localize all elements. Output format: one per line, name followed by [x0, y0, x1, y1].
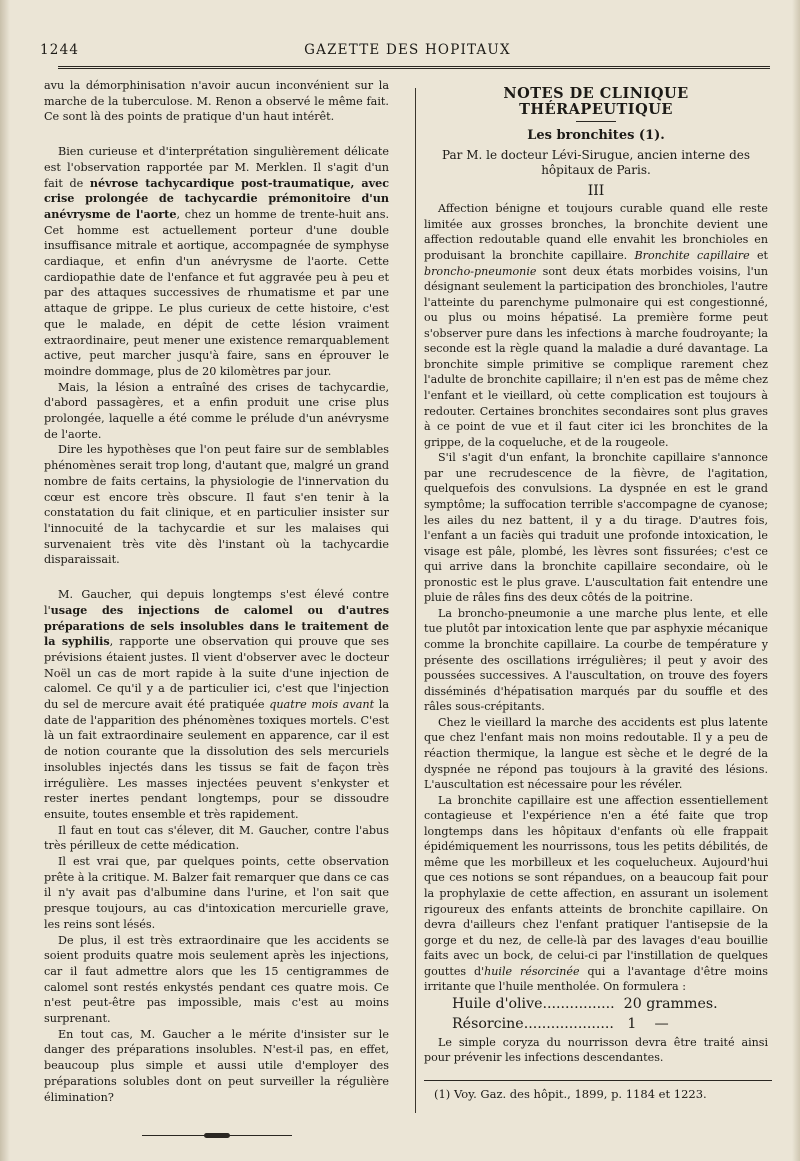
- paragraph: La bronchite capillaire est une affection essentiellement contagieuse et l'expérience n'en a été faite que trop longtemps dans les hôpitaux d'enfants où elle frappait épidémiquement les nourrissons, tous les petits débilités, de même que les morbilleux et les coquelucheux. Aujourd'hui que ces notions se sont répandues, on a beaucoup fait pour la prophylaxie de cette affection, en assurant un isolement rigoureux des enfants atteints de bronchite capillaire. On devra d'ailleurs chez l'enfant pratiquer l'antisepsie de la gorge et du nez, de celle-là par des lavages d'eau bouillie faits avec un bock, de celui-ci par l'instillation de quelques gouttes d'huile résorcinée qui a l'avantage d'être moins irritante que l'huile mentholée. On formulera :: [424, 793, 768, 994]
- section-title: NOTES DE CLINIQUE THÉRAPEUTIQUE: [503, 85, 689, 118]
- footnote-rule: [424, 1080, 772, 1081]
- prescription: [424, 995, 768, 1035]
- article-title: Les bronchites (1).: [527, 128, 665, 144]
- journal-title: GAZETTE DES HOPITAUX: [304, 42, 511, 58]
- paragraph: avu la démorphinisation n'avoir aucun inconvénient sur la marche de la tuberculose. M. Renon a observé le même fait. Ce sont là des points de pratique d'un haut intérêt.: [44, 79, 389, 124]
- left-column: [44, 78, 389, 1136]
- paragraph: S'il s'agit d'un enfant, la bronchite capillaire s'annonce par une recrudescence de la fièvre, de l'agitation, quelquefois des convulsions. La dyspnée en est le grand symptôme; la suffocation terrible s'accompagne de cyanose; les ailes du nez battent, il y a du tirage. D'autres fois, l'enfant a un faciès qui traduit une profonde intoxication, le visage est pâle, plombé, les lèvres sont fissurées; c'est ce qui arrive dans la bronchite capillaire secondaire, où le pronostic est le plus grave. L'auscultation fait entendre une pluie de râles fins des deux côtés de la poitrine.: [424, 451, 768, 605]
- paragraph: Chez le vieillard la marche des accidents est plus latente que chez l'enfant mais non moins redoutable. Il y a peu de réaction thermique, la langue est sèche et le degré de la dyspnée ne répond pas toujours à la gravité des lésions. L'auscultation est nécessaire pour les révéler.: [424, 715, 768, 792]
- page-number: 1244: [40, 42, 80, 58]
- column-divider: [415, 88, 416, 1113]
- prescription-line: Huile d'olive................ 20 grammes.: [452, 995, 718, 1012]
- end-ornament: [142, 1135, 292, 1136]
- bold-phrase: usage des injections de calomel ou d'autres préparations de sels insolubles dans le traitement de la syphilis: [44, 602, 389, 649]
- paragraph: Il faut en tout cas s'élever, dit M. Gaucher, contre l'abus très périlleux de cette médication.: [44, 823, 389, 853]
- italic-phrase: Bronchite capillaire: [634, 248, 750, 262]
- italic-phrase: huile résorcinée: [484, 964, 580, 978]
- paragraph: La broncho-pneumonie a une marche plus lente, et elle tue plutôt par intoxication lente que par asphyxie mécanique comme la bronchite capillaire. La courbe de température y présente des oscillations irrégulières; il peut y avoir des poussées successives. A l'auscultation, on trouve des foyers disséminés d'hépatisation marqués par du souffle et des râles sous-crépitants.: [424, 606, 768, 714]
- paragraph: En tout cas, M. Gaucher a le mérite d'insister sur le danger des préparations insolubles. N'est-il pas, en effet, beaucoup plus simple et aussi utile d'employer des préparations solubles dont on peut surveiller la régulière élimination?: [44, 1027, 389, 1104]
- paragraph: Bien curieuse et d'interprétation singulièrement délicate est l'observation rapportée par M. Merklen. Il s'agit d'un fait de névrose tachycardique post-traumatique, avec crise prolongée de tachycardie prémonitoire d'un anévrysme de l'aorte, chez un homme de trente-huit ans. Cet homme est actuellement porteur d'une double insuffisance mitrale et aortique, accompagnée de symphyse cardiaque, et enfin d'un anévrysme de l'aorte. Cette cardiopathie date de l'enfance et fut aggravée peu à peu et par des attaques successives de rhumatisme et par une attaque de grippe. Le plus curieux de cette histoire, c'est que le malade, en dépit de cette lésion vraiment extraordinaire, peut mener une existence remarquablement active, peut marcher jusqu'à faire, sans en éprouver le moindre dommage, plus de 20 kilomètres par jour.: [44, 145, 390, 378]
- page-binding-shadow: [0, 0, 10, 1161]
- paragraph: Le simple coryza du nourrisson devra être traité ainsi pour prévenir les infections descendantes.: [424, 1035, 768, 1065]
- paragraph: Il est vrai que, par quelques points, cette observation prête à la critique. M. Balzer fait remarquer que dans ce cas il n'y avait pas d'albumine dans l'urine, et l'on sait que presque toujours, au cas d'intoxication mercurielle grave, les reins sont lésés.: [44, 855, 389, 931]
- bold-phrase: névrose tachycardique post-traumatique, avec crise prolongée de tachycardie prémonitoire d'un anévrysme de l'aorte: [44, 175, 390, 221]
- paragraph: Mais, la lésion a entraîné des crises de tachycardie, d'abord passagères, et a enfin produit une crise plus prolongée, laquelle a été comme le prélude d'un anévrysme de l'aorte.: [44, 380, 389, 441]
- italic-phrase: broncho-pneumonie: [424, 264, 537, 278]
- right-column: [424, 86, 768, 1102]
- header-rule: [58, 66, 770, 69]
- prescription-line: Résorcine.................... 1 —: [452, 1015, 669, 1032]
- running-header: [40, 42, 775, 62]
- byline: Par M. le docteur Lévi-Sirugue, ancien interne des hôpitaux de Paris.: [441, 147, 751, 177]
- footnote: (1) Voy. Gaz. des hôpit., 1899, p. 1184 et 1223.: [434, 1086, 707, 1101]
- page-edge-shadow: [792, 0, 800, 1161]
- paragraph: Dire les hypothèses que l'on peut faire sur de semblables phénomènes serait trop long, d'autant que, malgré un grand nombre de faits certains, la physiologie de l'innervation du cœur est encore très obscure. Il faut s'en tenir à la constatation du fait clinique, et en particulier insister sur l'innocuité de la tachycardie et sur les malaises qui survenaient très vite dès l'instant où la tachycardie disparaissait.: [44, 443, 389, 567]
- part-number: III: [587, 182, 605, 199]
- paragraph: M. Gaucher, qui depuis longtemps s'est élevé contre l'usage des injections de calomel ou d'autres préparations de sels insolubles dans le traitement de la syphilis, rapporte une observation qui prouve que ses prévisions étaient justes. Il vient d'observer avec le docteur Noël un cas de mort rapide à la suite d'une injection de calomel. Ce qu'il y a de particulier ici, c'est que l'injection du sel de mercure avait été pratiquée quatre mois avant la date de l'apparition des phénomènes toxiques mortels. C'est là un fait extraordinaire seulement en apparence, car il est de notion courante que la dissolution des sels mercuriels insolubles injectés dans les tissus se fait de façon très irrégulière. Les masses injectées peuvent s'enkyster et rester inertes pendant longtemps, pour se dissoudre ensuite, toutes ensemble et très rapidement.: [44, 588, 390, 821]
- italic-phrase: quatre mois avant: [269, 698, 375, 712]
- paragraph: De plus, il est très extraordinaire que les accidents se soient produits quatre mois seulement après les injections, car il faut admettre alors que les 15 centigrammes de calomel sont restés enkystés pendant ces quatre mois. Ce n'est peut-être pas impossible, mais c'est au moins surprenant.: [44, 933, 389, 1026]
- title-rule: [576, 121, 616, 122]
- paragraph: Affection bénigne et toujours curable quand elle reste limitée aux grosses bronches, la bronchite devient une affection redoutable quand elle envahit les bronchioles en produisant la bronchite capillaire. Bronchite capillaire et broncho-pneumonie sont deux états morbides voisins, l'un désignant seulement la participation des bronchioles, l'autre l'atteinte du parenchyme pulmonaire qui est congestionné, ou plus ou moins hépatisé. La première forme peut s'observer pure dans les infections à marche foudroyante; la seconde est la règle quand la maladie a duré davantage. La bronchite simple primitive se complique rarement chez l'adulte de bronchite capillaire; il n'en est pas de même chez l'enfant et le vieillard, où cette complication est toujours à redouter. Certaines bronchites secondaires sont plus graves à ce point de vue et il faut citer ici les bronchites de la grippe, de la coqueluche, et de la rougeole.: [424, 202, 768, 449]
